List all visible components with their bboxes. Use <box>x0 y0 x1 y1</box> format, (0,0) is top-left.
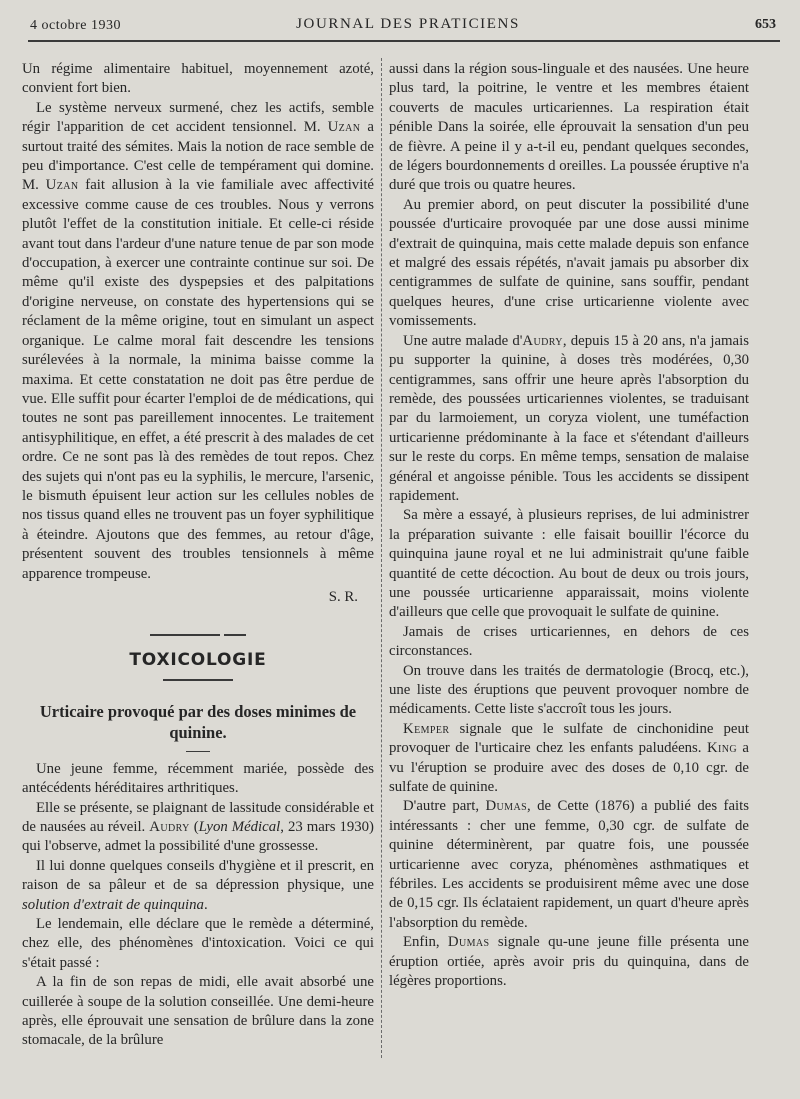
article-title-underline <box>186 751 210 752</box>
text-run: , de Cette (1876) a publié des faits intéressants : cher une femme, 0,30 cgr. de sulfate de quinine déterminèrent, par quatre fois, une poussée urticarienne avec coryza, phénomènes asthmatiques et fébriles. Les accidents se produisirent même avec une dose de 0,15 cgr. Ils éclataient rapidement, un quart d'heure après l'absorption du remède. <box>389 798 749 931</box>
issue-date: 4 octobre 1930 <box>30 18 121 33</box>
paragraph: On trouve dans les traités de dermatologie (Brocq, etc.), une liste des éruptions que peuvent provoquer nombre de médicaments. Cette liste s'accroît tous les jours. <box>389 662 749 718</box>
paragraph: A la fin de son repas de midi, elle avait absorbé une cuillerée à soupe de la solution conseillée. Une demi-heure après, elle éprouvait une sensation de brûlure dans la zone stomacale, de la brûlure <box>22 974 374 1049</box>
text-run: Une autre malade d' <box>403 332 523 349</box>
author-name: Audry <box>149 819 190 835</box>
page-number: 653 <box>755 17 776 32</box>
section-title-underline <box>163 679 233 681</box>
paragraph: Jamais de crises urticariennes, en dehors de ces circonstances. <box>389 623 749 660</box>
text-run: ( <box>189 819 199 835</box>
text-run: , 23 mars 1930) qui l'observe, admet la possibilité d'une grossesse. <box>22 819 374 855</box>
author-name: Audry <box>522 332 563 349</box>
section-title: TOXICOLOGIE <box>129 650 267 671</box>
text-run: , depuis 15 à 20 ans, n'a jamais pu supporter la quinine, à doses très modérées, 0,30 centigrammes, sans offrir une heure après l'absorption du remède, des poussées urticariennes violentes, se traduisant par du larmoiement, un coryza violent, une tuméfaction urticarienne prédominante à la face et s'étendant d'ailleurs sur le reste du corps. En même temps, sensation de malaise général et angoisse pénible. Tous les accidents se dissipent rapidement. <box>389 332 749 504</box>
signature: S. R. <box>328 588 358 605</box>
left-column <box>22 60 374 1051</box>
right-column <box>389 60 749 992</box>
journal-reference: Lyon Médical <box>198 819 281 835</box>
section-separator <box>22 623 374 637</box>
text-run: D'autre part, <box>403 798 486 815</box>
remedy-name: solution d'extrait de quinquina <box>22 896 204 913</box>
text-run: signale que le sulfate de cinchonidine peut provoquer de l'urticaire chez les enfants paludéens. <box>389 720 749 757</box>
author-name: Uzan <box>45 177 79 194</box>
paragraph <box>389 720 749 798</box>
paragraph: Un régime alimentaire habituel, moyennement azoté, convient fort bien. <box>22 61 374 97</box>
text-run: fait allusion à la vie familiale avec affectivité excessive comme cause de ces troubles. Nous y verrons plutôt l'effet de la constitution initiale. Et celle-ci réside avant tout dans l'ardeur d'une nature tenue de par son mode d'occupation, à exercer une contrainte continue sur soi. De même qu'il existe des dyspepsies et des palpitations d'origine nerveuse, on constate des hypertensions qui se réclament de la même origine, tout en simulant un aspect organique. Le calme moral fait descendre les tensions surélevées à la normale, la minima baisse comme la maxima. Et cette constatation ne doit pas être perdue de vue. Elle suffit pour écarter l'emploi de de médications, qui toutes ne sont pas pareillement innocentes. Le traitement antisyphilitique, en effet, a été prescrit à des malades de cet ordre. Ce ne sont pas là des remèdes de tout repos. Chez des sujets qui n'ont pas eu la syphilis, le mercure, l'arsenic, le bismuth épuisent leur action sur les cellules nobles de nos tissus quand elles ne trouvent pas un foyer syphilitique à éteindre. Ajoutons que des femmes, au retour d'âge, présentent souvent des troubles tensionnels à même apparence trompeuse. <box>22 177 374 582</box>
text-run: Elle se présente, se plaignant de lassitude considérable et de nausées au réveil. <box>22 799 374 835</box>
text-run: Le système nerveux surmené, chez les actifs, semble régir l'apparition de cet accident tensionnel. M. <box>22 99 374 136</box>
text-run: . <box>203 896 208 913</box>
author-name: Dumas <box>447 934 490 951</box>
header-rule <box>28 40 780 42</box>
paragraph <box>22 99 374 584</box>
author-name: Kemper <box>403 720 450 737</box>
paragraph: Au premier abord, on peut discuter la possibilité d'une poussée d'urticaire provoquée par une dose aussi minime d'extrait de quinquina, mais cette malade depuis son enfance et malgré des essais répétés, n'avait jamais pu absorber dix centigrammes de sulfate de quinine, sans souffir, pendant quelques heures, d'une crise urticarienne violente avec vomissements. <box>389 196 749 330</box>
text-run: a vu l'éruption se produire avec des doses de 0,10 cgr. de sulfate de quinine. <box>389 740 749 796</box>
paragraph <box>22 799 374 857</box>
text-run: a surtout traité des sémites. Mais la notion de race semble de peu d'importance. C'est celle de tempérament qui domine. M. <box>22 119 374 194</box>
paragraph <box>22 857 374 915</box>
text-run: Enfin, <box>403 934 448 951</box>
column-divider <box>381 58 382 1058</box>
paragraph <box>389 797 749 933</box>
journal-title: JOURNAL DES PRATICIENS <box>296 16 520 32</box>
paragraph <box>389 933 749 991</box>
paragraph <box>389 332 749 507</box>
author-name: King <box>706 740 737 757</box>
author-name: Dumas <box>485 798 528 815</box>
article-title: Urticaire provoqué par des doses minimes de quinine. <box>39 701 357 742</box>
paragraph: Une jeune femme, récemment mariée, possède des antécédents héréditaires arthritiques. <box>22 760 374 797</box>
text-run: Il lui donne quelques conseils d'hygiène et il prescrit, en raison de sa pâleur et de sa dépression physique, une <box>22 857 374 894</box>
running-header <box>30 14 786 38</box>
paragraph: aussi dans la région sous-linguale et des nausées. Une heure plus tard, la poitrine, le ventre et les membres étaient couverts de macules urticariennes. La respiration était pénible Dans la soirée, elle éprouvait la sensation d'un peu de fièvre. A peine il y a-t-il eu, pendant quelques secondes, de légers bourdonnements d oreilles. La poussée éruptive n'a duré que trois ou quatre heures. <box>389 61 749 194</box>
text-run: signale qu-une jeune fille présenta une éruption ortiée, après avoir pris du quinquina, dans de légères proportions. <box>389 934 749 990</box>
paragraph: Le lendemain, elle déclare que le remède a déterminé, chez elle, des phénomènes d'intoxication. Voici ce qui s'était passé : <box>22 916 374 971</box>
paragraph: Sa mère a essayé, à plusieurs reprises, de lui administrer la préparation suivante : elle faisait bouillir l'écorce du quinquina jaune royal et ne lui administrait qu'une faible quantité de cette décoction. Au bout de deux ou trois jours, une poussée urticarienne apparaissait, moins violente d'ailleurs que celle que provoquait le sulfate de quinine. <box>389 507 749 621</box>
author-name: Uzan <box>327 119 361 136</box>
